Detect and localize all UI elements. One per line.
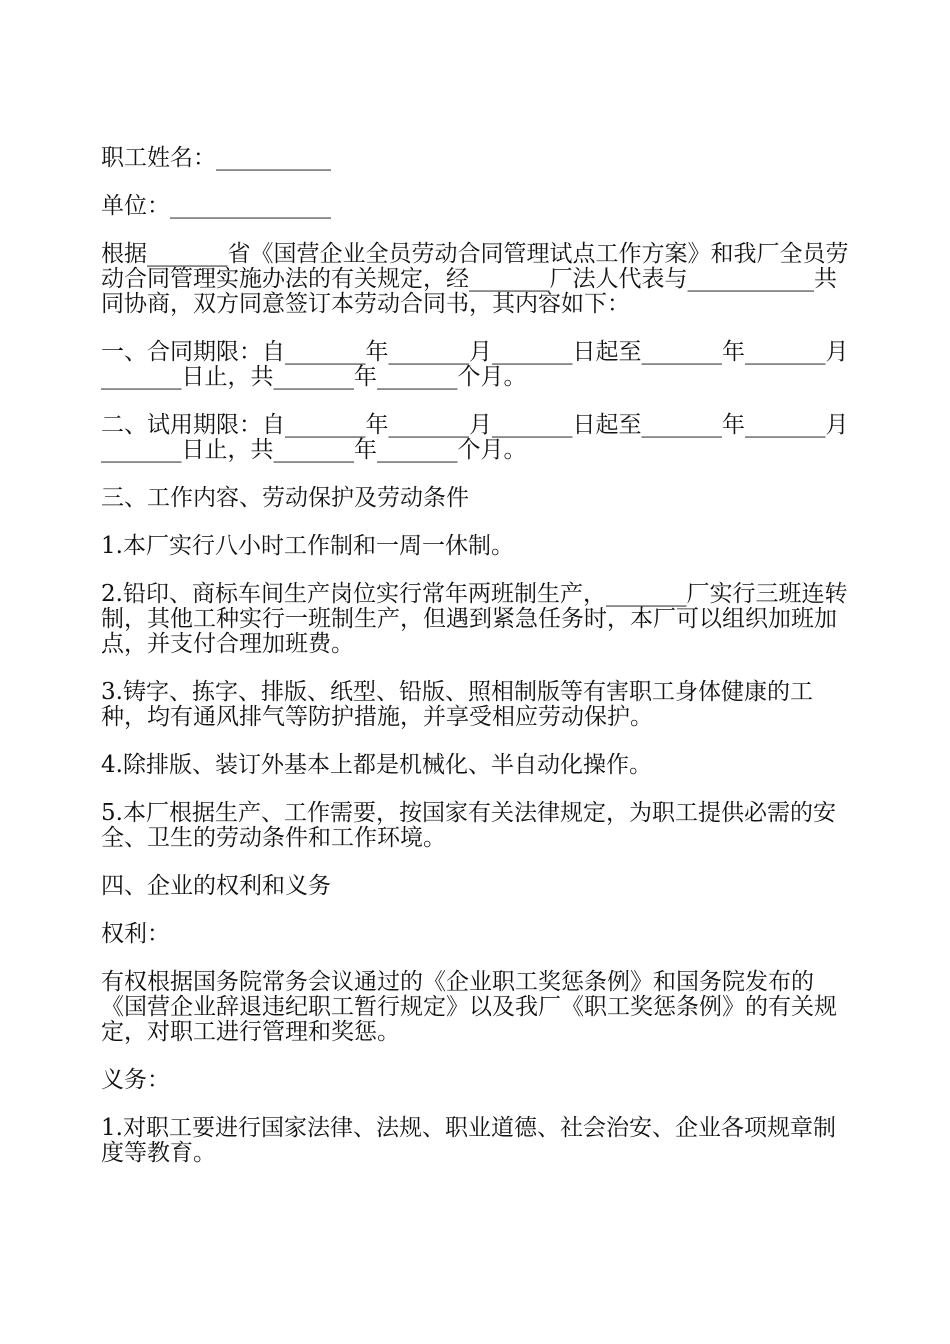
section-heading-work-conditions: 三、工作内容、劳动保护及劳动条件 <box>101 485 469 511</box>
work-unit-field: 单位：______________ <box>101 193 331 219</box>
work-conditions-item-4: 4.除排版、装订外基本上都是机械化、半自动化操作。 <box>101 752 652 778</box>
contract-term-clause: 一、合同期限：自_______年_______月_______日起至_______年_______月_______日止，共_______年_______个月。 <box>101 339 849 390</box>
obligations-item-1: 1.对职工要进行国家法律、法规、职业道德、社会治安、企业各项规章制度等教育。 <box>101 1115 836 1166</box>
work-conditions-item-1: 1.本厂实行八小时工作制和一周一休制。 <box>101 533 514 559</box>
document-body <box>101 146 853 1189</box>
employee-name-field: 职工姓名：__________ <box>101 145 331 171</box>
rights-label: 权利： <box>101 921 170 947</box>
section-heading-enterprise-rights: 四、企业的权利和义务 <box>101 873 331 899</box>
preamble-paragraph: 根据_______省《国营企业全员劳动合同管理试点工作方案》和我厂全员劳动合同管理实施办法的有关规定，经_______厂法人代表与___________共同协商，双方同意签订本劳动合同书，其内容如下： <box>101 241 849 317</box>
work-conditions-item-3: 3.铸字、拣字、排版、纸型、铅版、照相制版等有害职工身体健康的工种，均有通风排气等防护措施，并享受相应劳动保护。 <box>101 679 813 730</box>
obligations-label: 义务： <box>101 1067 170 1093</box>
work-conditions-item-5: 5.本厂根据生产、工作需要，按国家有关法律规定，为职工提供必需的安全、卫生的劳动条件和工作环境。 <box>101 800 836 851</box>
rights-paragraph: 有权根据国务院常务会议通过的《企业职工奖惩条例》和国务院发布的《国营企业辞退违纪职工暂行规定》以及我厂《职工奖惩条例》的有关规定，对职工进行管理和奖惩。 <box>101 969 837 1045</box>
probation-term-clause: 二、试用期限：自_______年_______月_______日起至_______年_______月_______日止，共_______年_______个月。 <box>101 412 849 463</box>
work-conditions-item-2: 2.铅印、商标车间生产岗位实行常年两班制生产，_______厂实行三班连转制，其他工种实行一班制生产，但遇到紧急任务时，本厂可以组织加班加点，并支付合理加班费。 <box>101 581 848 657</box>
